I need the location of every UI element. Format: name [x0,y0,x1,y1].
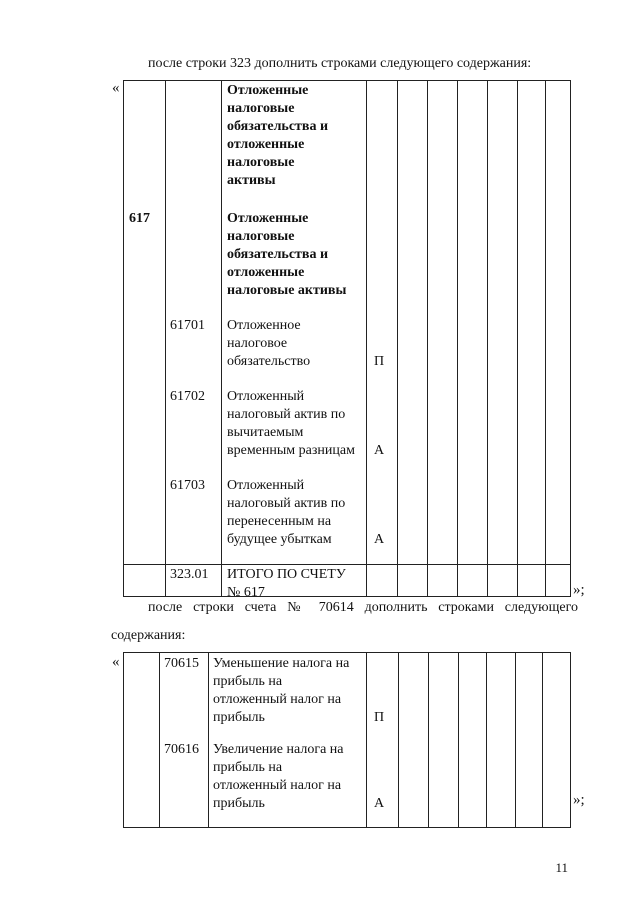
accounts-table-706 [123,652,571,828]
row-divider [123,564,571,565]
col-divider [428,652,429,828]
col-divider [487,80,488,597]
row-type: А [374,443,385,458]
row-code: 61703 [170,478,205,493]
total-code: 323.01 [170,567,209,582]
row-title: Отложенное налоговое обязательство [227,318,311,369]
col-divider [397,80,398,597]
page-number: 11 [555,860,568,875]
close-quote-2: »; [573,792,585,808]
col-divider [457,80,458,597]
intro-text-1: после строки 323 дополнить строками следующего содержания: [148,56,532,71]
col-divider [515,652,516,828]
row-code: 61701 [170,318,205,333]
row-title: Увеличение налога на прибыль на отложенный налог на прибыль [213,742,344,811]
col-divider [427,80,428,597]
intro-text-2-cont: содержания: [111,628,186,643]
col-divider [458,652,459,828]
col-divider [545,80,546,597]
row-title: Отложенный налоговый актив по перенесенным на будущее убыткам [227,478,346,547]
row-code: 70615 [164,656,199,671]
col-divider [366,652,367,828]
total-title: ИТОГО ПО СЧЕТУ № 617 [227,567,346,600]
col-divider [398,652,399,828]
row-title: Отложенный налоговый актив по вычитаемым временным разницам [227,389,355,458]
row-type: П [374,710,385,725]
row-code: 70616 [164,742,199,757]
col-divider [208,652,209,828]
section-title: Отложенные налоговые обязательства и отложенные налоговые активы [227,83,329,188]
col-divider [366,80,367,597]
open-quote-2: « [112,654,120,670]
col-divider [542,652,543,828]
row-type: П [374,354,385,369]
row-code: 61702 [170,389,205,404]
col-divider [165,80,166,597]
accounts-table-617 [123,80,571,600]
table-frame [123,80,571,597]
intro-text-2: после строки счета № 70614 дополнить строками следующего [148,600,578,615]
row-type: А [374,532,385,547]
row-type: А [374,796,385,811]
col-divider [159,652,160,828]
close-quote-1: »; [573,582,585,598]
open-quote-1: « [112,80,120,96]
col-divider [517,80,518,597]
col-divider [221,80,222,597]
account-title: Отложенные налоговые обязательства и отложенные налоговые активы [227,211,347,298]
account-number: 617 [129,211,150,226]
col-divider [486,652,487,828]
row-title: Уменьшение налога на прибыль на отложенный налог на прибыль [213,656,350,725]
